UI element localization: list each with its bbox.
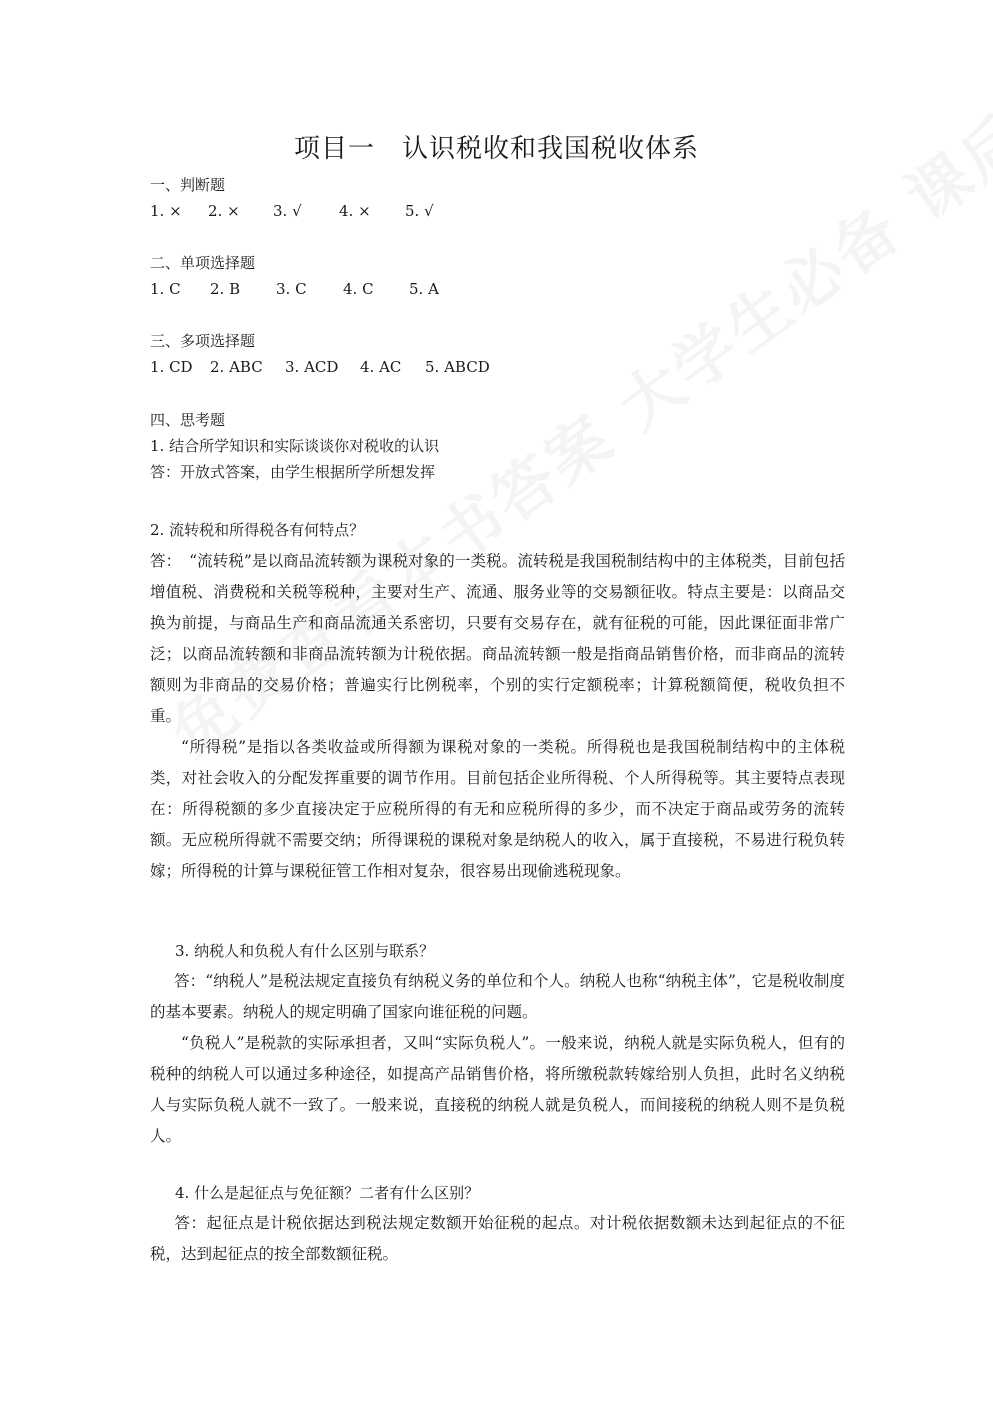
q2-answer-p2-text: “所得税”是指以各类收益或所得额为课税对象的一类税。所得税也是我国税制结构中的主体税类，对社会收入的分配发挥重要的调节作用。目前包括企业所得税、个人所得税等。其主要特点表现在：所得税额的多少直接决定于应税所得的有无和应税所得的多少，而不决定于商品或劳务的流转额。无应税所得就不需要交纳；所得课税的课税对象是纳税人的收入，属于直接税，不易进行税负转嫁；所得税的计算与课税征管工作相对复杂，很容易出现偷逃税现象。 (150, 738, 845, 880)
answer-item: 5. A (409, 280, 439, 298)
answer-item: 3. √ (273, 202, 302, 220)
answer-item: 2. ABC (210, 358, 263, 376)
answer-item: 4. C (343, 280, 374, 298)
page-title: 项目一 认识税收和我国税收体系 (293, 134, 699, 164)
q4-answer-p1-text: 答：起征点是计税依据达到税法规定数额开始征税的起点。对计税依据数额未达到起征点的不征税，达到起征点的按全部数额征税。 (150, 1214, 845, 1263)
answer-item: 1. × (150, 202, 182, 220)
q3-answer-p1-text: 答：“纳税人”是税法规定直接负有纳税义务的单位和个人。纳税人也称“纳税主体”，它是税收制度的基本要素。纳税人的规定明确了国家向谁征税的问题。 (150, 972, 845, 1021)
q1-answer: 答：开放式答案，由学生根据所学所想发挥 (150, 463, 436, 481)
q2-answer-p2 (150, 732, 845, 887)
section1-heading: 一、判断题 (150, 176, 226, 194)
section2-heading: 二、单项选择题 (150, 254, 256, 272)
answer-item: 1. CD (150, 358, 193, 376)
answer-item: 4. × (339, 202, 371, 220)
section4-heading: 四、思考题 (150, 411, 226, 429)
answer-item: 4. AC (360, 358, 402, 376)
answer-item: 3. C (276, 280, 307, 298)
section1-answers (150, 200, 434, 222)
section3-answers (150, 356, 490, 378)
q4-question: 4. 什么是起征点与免征额？二者有什么区别？ (175, 1184, 480, 1202)
section2-answers (150, 278, 439, 300)
q3-answer-p1 (150, 966, 845, 1028)
q2-answer-p1: 答： “流转税”是以商品流转额为课税对象的一类税。流转税是我国税制结构中的主体税类，目前包括增值税、消费税和关税等税种，主要对生产、流通、服务业等的交易额征收。特点主要是：以商品交换为前提，与商品生产和商品流通关系密切，只要有交易存在，就有征税的可能，因此课征面非常广泛；以商品流转额和非商品流转额为计税依据。商品流转额一般是指商品销售价格，而非商品的流转额则为非商品的交易价格；普遍实行比例税率，个别的实行定额税率；计算税额简便，税收负担不重。 (150, 552, 845, 725)
q4-answer-p1 (150, 1208, 845, 1270)
answer-item: 2. B (210, 280, 241, 298)
q3-answer-p2-text: “负税人”是税款的实际承担者，又叫“实际负税人”。一般来说，纳税人就是实际负税人，但有的税种的纳税人可以通过多种途径，如提高产品销售价格，将所缴税款转嫁给别人负担，此时名义纳税人与实际负税人就不一致了。一般来说，直接税的纳税人就是负税人，而间接税的纳税人则不是负税人。 (150, 1034, 845, 1145)
answer-item: 1. C (150, 280, 181, 298)
q2-question: 2. 流转税和所得税各有何特点？ (150, 521, 365, 539)
q1-question: 1. 结合所学知识和实际谈谈你对税收的认识 (150, 437, 440, 455)
answer-item: 5. √ (405, 202, 434, 220)
answer-item: 5. ABCD (425, 358, 490, 376)
section3-heading: 三、多项选择题 (150, 332, 256, 350)
q3-answer-p2 (150, 1028, 845, 1152)
answer-item: 2. × (208, 202, 240, 220)
q3-question: 3. 纳税人和负税人有什么区别与联系？ (175, 942, 435, 960)
answer-item: 3. ACD (285, 358, 339, 376)
